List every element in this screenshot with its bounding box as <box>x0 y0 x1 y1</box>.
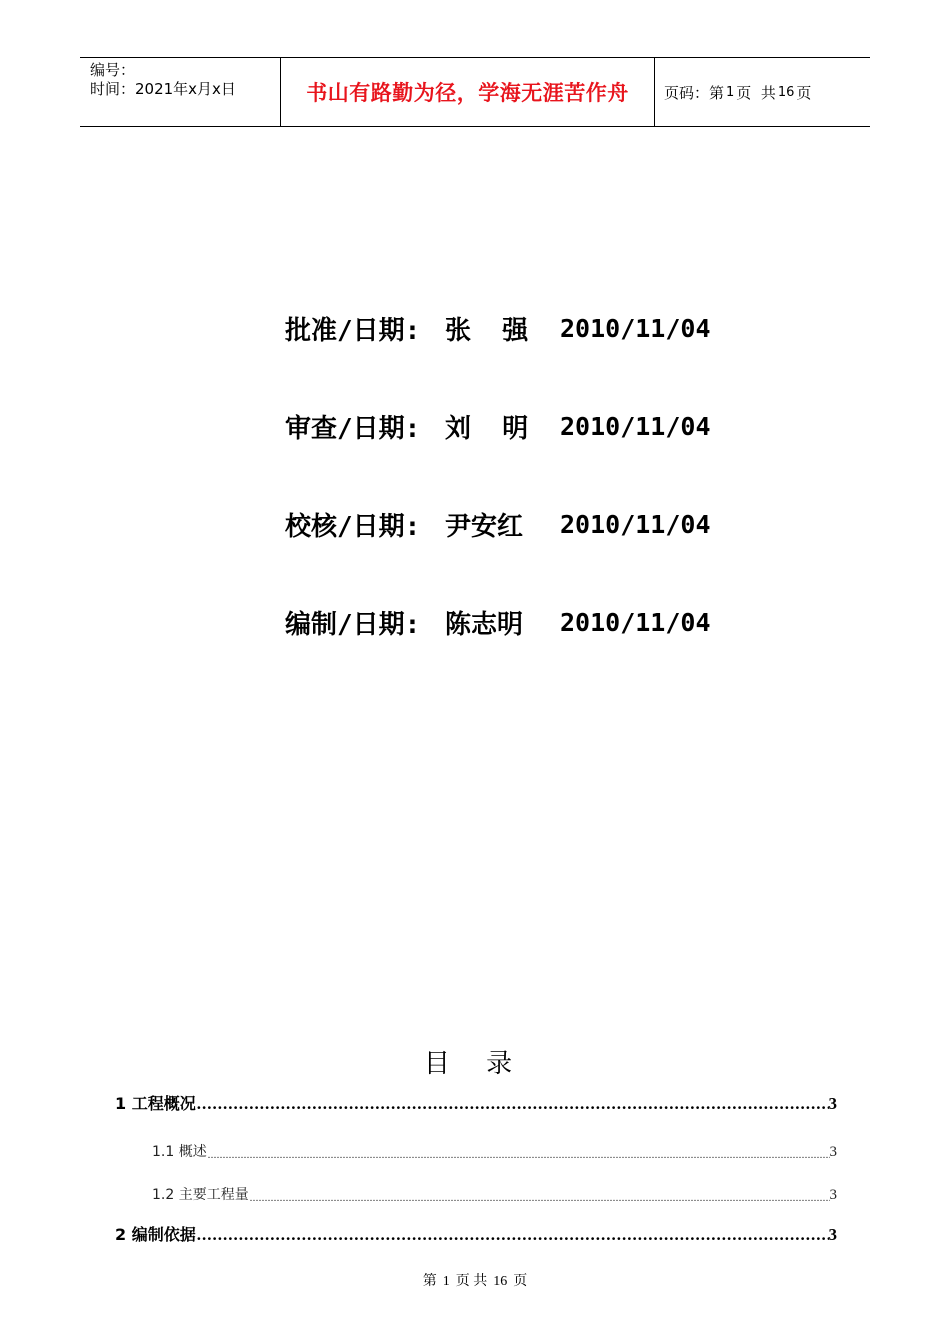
signoff-row-check <box>285 504 711 544</box>
toc-entry-text: 2 编制依据 <box>115 1225 196 1244</box>
toc-title: 目 录 <box>423 1049 527 1079</box>
toc-entry-text: 1 工程概况 <box>115 1094 196 1113</box>
signoff-label: 审查/日期: <box>285 413 421 444</box>
toc-entry-page: 3 <box>829 1144 837 1160</box>
page-suffix: 页 <box>796 83 812 102</box>
signoff-label: 校核/日期: <box>285 511 421 542</box>
signoff-date: 2010/11/04 <box>560 411 711 441</box>
page-total: 16 <box>777 84 795 100</box>
page-number: 1 <box>726 84 735 100</box>
footer-total: 16 <box>493 1274 508 1289</box>
signoff-label: 编制/日期: <box>285 609 421 640</box>
header-motto: 书山有路勤为径，学海无涯苦作舟 <box>306 81 629 105</box>
toc-leader-dots <box>197 1225 829 1245</box>
footer-page: 1 <box>442 1274 450 1289</box>
toc-leader-dots <box>197 1094 829 1114</box>
toc-entry[interactable] <box>115 1088 837 1114</box>
toc-entry-text: 1.2 主要工程量 <box>152 1187 249 1203</box>
signoff-row-approve <box>285 308 711 348</box>
page-mid: 页 共 <box>736 83 776 102</box>
toc-leader-dots <box>250 1193 830 1204</box>
signoff-name: 尹安红 <box>445 511 524 542</box>
signoff-row-compile <box>285 602 711 642</box>
page-footer <box>0 1270 950 1290</box>
footer-suffix: 页 <box>513 1274 528 1289</box>
toc-entry-page: 3 <box>829 1187 837 1203</box>
header-page-info <box>655 58 870 126</box>
footer-prefix: 第 <box>422 1274 437 1289</box>
header-motto-cell <box>281 58 655 126</box>
signoff-date: 2010/11/04 <box>560 607 711 637</box>
page-prefix: 页码：第 <box>664 83 725 102</box>
header-meta <box>80 58 281 126</box>
signoff-name: 陈志明 <box>445 609 524 640</box>
time-line: 时间：2021年x月x日 <box>90 80 236 98</box>
signoff-name: 张 强 <box>445 315 529 346</box>
toc-entry-page: 3 <box>828 1094 837 1113</box>
toc-entry-page: 3 <box>828 1225 837 1244</box>
footer-mid: 页 共 <box>455 1274 488 1289</box>
signoff-label: 批准/日期: <box>285 315 421 346</box>
toc-leader-dots <box>208 1150 830 1161</box>
signoff-row-review <box>285 406 711 446</box>
toc-entry[interactable] <box>115 1136 837 1161</box>
signoff-block <box>285 308 711 700</box>
page-header <box>80 57 870 127</box>
signoff-date: 2010/11/04 <box>560 313 711 343</box>
toc-entry[interactable] <box>115 1179 837 1204</box>
toc-entry[interactable] <box>115 1219 837 1245</box>
signoff-name: 刘 明 <box>445 413 529 444</box>
signoff-date: 2010/11/04 <box>560 509 711 539</box>
serial-label: 编号： <box>90 61 136 79</box>
toc-entry-text: 1.1 概述 <box>152 1144 207 1160</box>
